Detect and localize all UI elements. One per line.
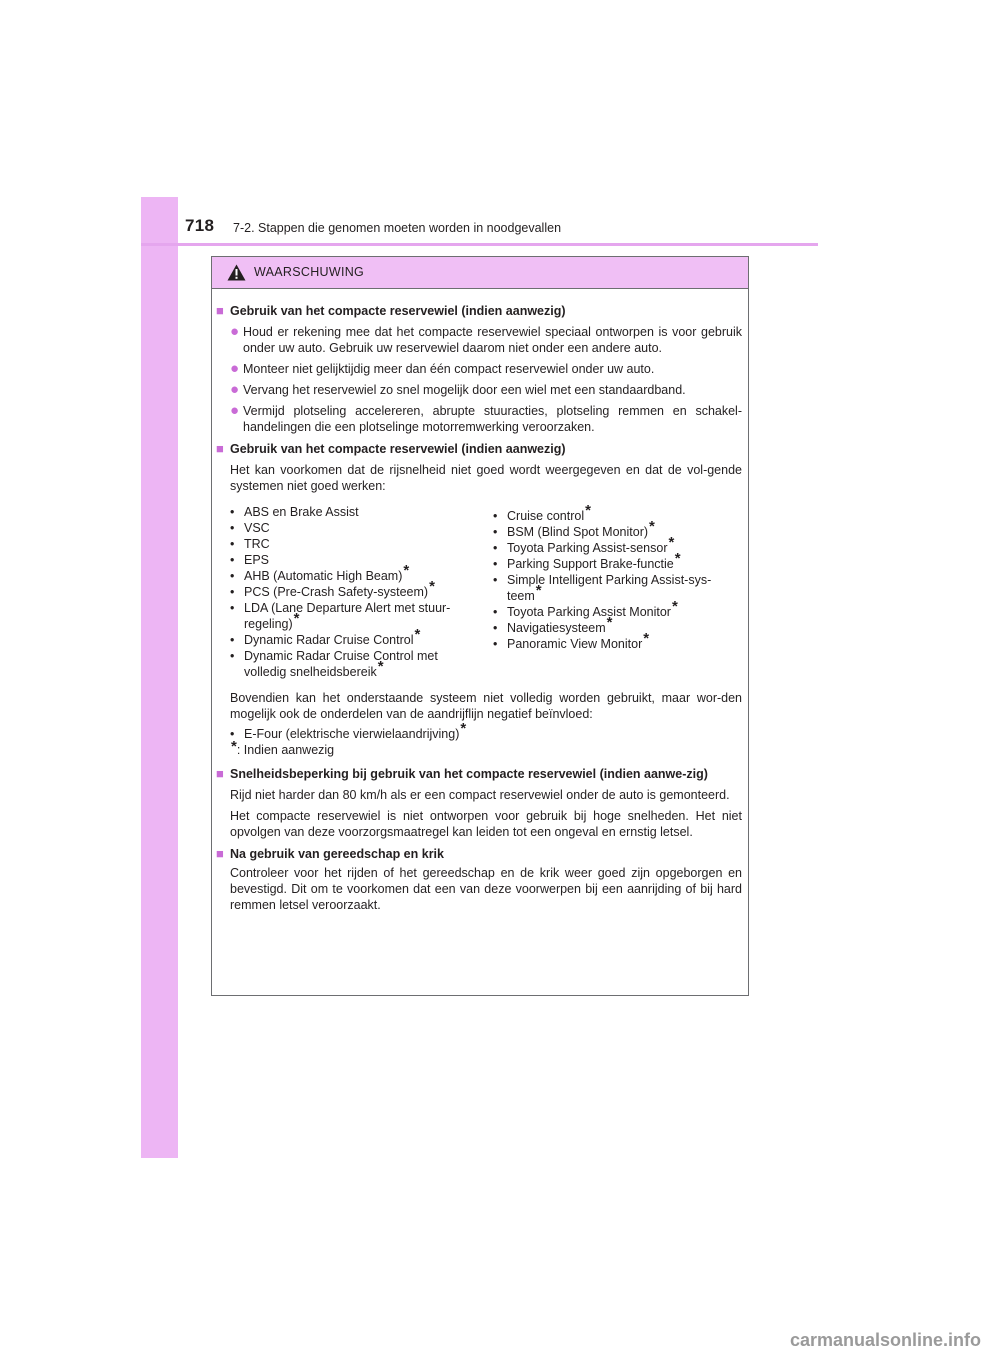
list-item: ● Houd er rekening mee dat het compacte reservewiel speciaal ontworpen is voor gebruik onder uw auto. Gebruik uw reservewiel daarom niet onder een andere auto. [230, 323, 742, 355]
chapter-title: 7-2. Stappen die genomen moeten worden in noodgevallen [233, 221, 562, 235]
section-heading: Na gebruik van gereedschap en krik [230, 847, 444, 861]
systems-list-left [230, 504, 479, 680]
list-item: • E-Four (elektrische vierwielaandrijving)* [230, 726, 742, 742]
square-bullet-icon: ■ [216, 846, 224, 861]
section-speed-limit [216, 766, 742, 782]
list-item: ● Vermijd plotseling accelereren, abrupte stuuracties, plotseling remmen en schakel-handelingen die een plotselinge motorremwerking veroorzaken. [230, 402, 742, 434]
list-item: ● Monteer niet gelijktijdig meer dan één compact reservewiel onder uw auto. [230, 360, 655, 377]
list-item: • Cruise control* [493, 508, 742, 524]
warning-content [212, 289, 748, 913]
header-divider [141, 243, 818, 246]
list-item: • Navigatiesysteem* [493, 620, 742, 636]
square-bullet-icon: ■ [216, 441, 224, 456]
list-item: ● Vervang het reservewiel zo snel mogelijk door een wiel met een standaardband. [230, 381, 686, 398]
list-item: • EPS [230, 552, 479, 568]
circle-bullet-icon: ● [230, 360, 240, 377]
list-item: • PCS (Pre-Crash Safety-systeem)* [230, 584, 479, 600]
extra-system [230, 720, 742, 742]
section-heading: Gebruik van het compacte reservewiel (indien aanwezig) [230, 304, 566, 318]
list-item: • Simple Intelligent Parking Assist-sys-teem* [493, 572, 742, 604]
section-intro: Het kan voorkomen dat de rijsnelheid niet goed wordt weergegeven en dat de vol-gende systemen niet goed werken: [230, 463, 742, 493]
section-systems-affected [216, 441, 742, 457]
paragraph: Het compacte reservewiel is niet ontworpen voor gebruik bij hoge snelheden. Het niet opvolgen van deze voorzorgsmaatregel kan leiden tot een ongeval en ernstig letsel. [230, 809, 742, 839]
warning-triangle-icon [227, 264, 246, 281]
chapter-tab-sidebar [141, 197, 178, 1158]
paragraph: Rijd niet harder dan 80 km/h als er een compact reservewiel onder de auto is gemonteerd. [230, 788, 730, 802]
section-compact-spare [216, 303, 742, 319]
list-item: • Toyota Parking Assist Monitor* [493, 604, 742, 620]
paragraph: Controleer voor het rijden of het gereedschap en de krik weer goed zijn opgeborgen en bevestigd. Dit om te voorkomen dat een van deze voorwerpen bij een aanrijding of bij hard remmen letsel veroorzaakt. [230, 866, 742, 912]
list-item: • VSC [230, 520, 479, 536]
list-item: • ABS en Brake Assist [230, 504, 479, 520]
list-item: • TRC [230, 536, 479, 552]
warning-header [212, 257, 748, 289]
list-item: • Toyota Parking Assist-sensor* [493, 540, 742, 556]
circle-bullet-icon: ● [230, 402, 240, 419]
circle-bullet-icon: ● [230, 323, 240, 340]
circle-bullet-icon: ● [230, 381, 240, 398]
systems-list [230, 504, 742, 680]
section-after-text: Bovendien kan het onderstaande systeem niet volledig worden gebruikt, maar wor-den mogelijk ook de onderdelen van de aandrijflijn negatief beïnvloed: [230, 691, 742, 721]
section-heading: Gebruik van het compacte reservewiel (indien aanwezig) [230, 442, 566, 456]
square-bullet-icon: ■ [216, 303, 224, 318]
list-item: • Panoramic View Monitor* [493, 636, 742, 652]
watermark: carmanualsonline.info [790, 1330, 981, 1350]
list-item: • BSM (Blind Spot Monitor)* [493, 524, 742, 540]
section-heading: Snelheidsbeperking bij gebruik van het compacte reservewiel (indien aanwe-zig) [230, 767, 708, 781]
warning-title: WAARSCHUWING [254, 265, 365, 279]
footnote: *: Indien aanwezig [231, 738, 335, 757]
section-tools-jack [216, 846, 742, 862]
list-item: • Parking Support Brake-functie* [493, 556, 742, 572]
list-item: • Dynamic Radar Cruise Control* [230, 632, 479, 648]
systems-list-right [479, 504, 742, 680]
square-bullet-icon: ■ [216, 766, 224, 781]
page-number: 718 [185, 216, 215, 235]
list-item: • Dynamic Radar Cruise Control met volledig snelheidsbereik* [230, 648, 479, 680]
warning-box [211, 256, 749, 996]
list-item: • LDA (Lane Departure Alert met stuur-regeling)* [230, 600, 479, 632]
list-item: • AHB (Automatic High Beam)* [230, 568, 479, 584]
